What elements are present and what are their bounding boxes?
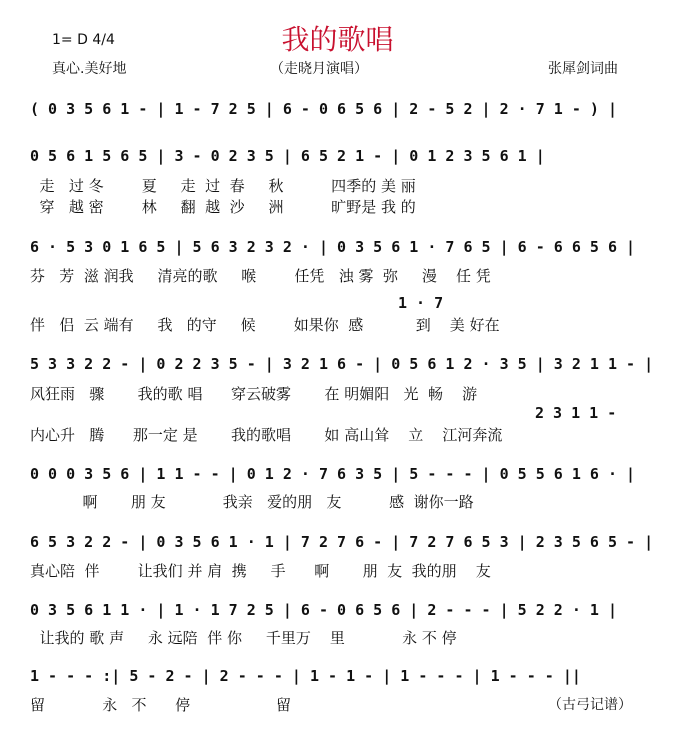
lyric-line: 啊 朋 友 我亲 爱的朋 友 感 谢你一路	[30, 493, 474, 511]
key-signature: 1= D 4/4	[52, 32, 115, 48]
notation-line: 2 3 1 1 -	[535, 404, 617, 422]
notation-line: 5 3 3 2 2 - | 0 2 2 3 5 - | 3 2 1 6 - | 0 5 6 1 2 · 3 5 | 3 2 1 1 - |	[30, 355, 654, 373]
lyric-line: 留 永 不 停 留	[30, 696, 291, 714]
notation-line: 1 · 7	[398, 294, 444, 312]
notation-line: 0 5 6 1 5 6 5 | 3 - 0 2 3 5 | 6 5 2 1 - | 0 1 2 3 5 6 1 |	[30, 147, 545, 165]
lyric-line: 真心陪 伴 让我们 并 肩 携 手 啊 朋 友 我的朋 友	[30, 562, 491, 580]
lyric-line: 内心升 腾 那一定 是 我的歌唱 如 高山耸 立 江河奔流	[30, 426, 503, 444]
lyric-line: 穿 越 密 林 翻 越 沙 洲 旷野是 我 的	[30, 198, 416, 216]
lyric-line: 走 过 冬 夏 走 过 春 秋 四季的 美 丽	[30, 177, 416, 195]
lyric-line: 让我的 歌 声 永 远陪 伴 你 千里万 里 永 不 停	[30, 629, 457, 647]
notation-line: 1 - - - :| 5 - 2 - | 2 - - - | 1 - 1 - | 1 - - - | 1 - - - ||	[30, 667, 581, 685]
song-title: 我的歌唱	[281, 23, 394, 56]
transcriber-credit: （古弓记谱）	[548, 697, 632, 713]
lyric-line: 风狂雨 骤 我的歌 唱 穿云破雾 在 明媚阳 光 畅 游	[30, 385, 478, 403]
lyricist-composer: 张犀剑词曲	[548, 61, 618, 77]
notation-line: 0 3 5 6 1 1 · | 1 · 1 7 2 5 | 6 - 0 6 5 6 | 2 - - - | 5 2 2 · 1 |	[30, 601, 617, 619]
lyric-line: 芬 芳 滋 润我 清亮的歌 喉 任凭 浊 雾 弥 漫 任 凭	[30, 267, 491, 285]
notation-line: ( 0 3 5 6 1 - | 1 - 7 2 5 | 6 - 0 6 5 6 | 2 - 5 2 | 2 · 7 1 - ) |	[30, 100, 617, 118]
notation-line: 6 5 3 2 2 - | 0 3 5 6 1 · 1 | 7 2 7 6 - | 7 2 7 6 5 3 | 2 3 5 6 5 - |	[30, 533, 654, 551]
lyric-line: 伴 侣 云 端有 我 的守 候 如果你 感 到 美 好在	[30, 316, 500, 334]
notation-line: 0 0 0 3 5 6 | 1 1 - - | 0 1 2 · 7 6 3 5 | 5 - - - | 0 5 5 6 1 6 · |	[30, 465, 636, 483]
singer-credit: （走晓月演唱）	[270, 61, 368, 77]
notation-line: 6 · 5 3 0 1 6 5 | 5 6 3 2 3 2 · | 0 3 5 6 1 · 7 6 5 | 6 - 6 6 5 6 |	[30, 238, 636, 256]
tempo-style: 真心.美好地	[52, 61, 127, 77]
